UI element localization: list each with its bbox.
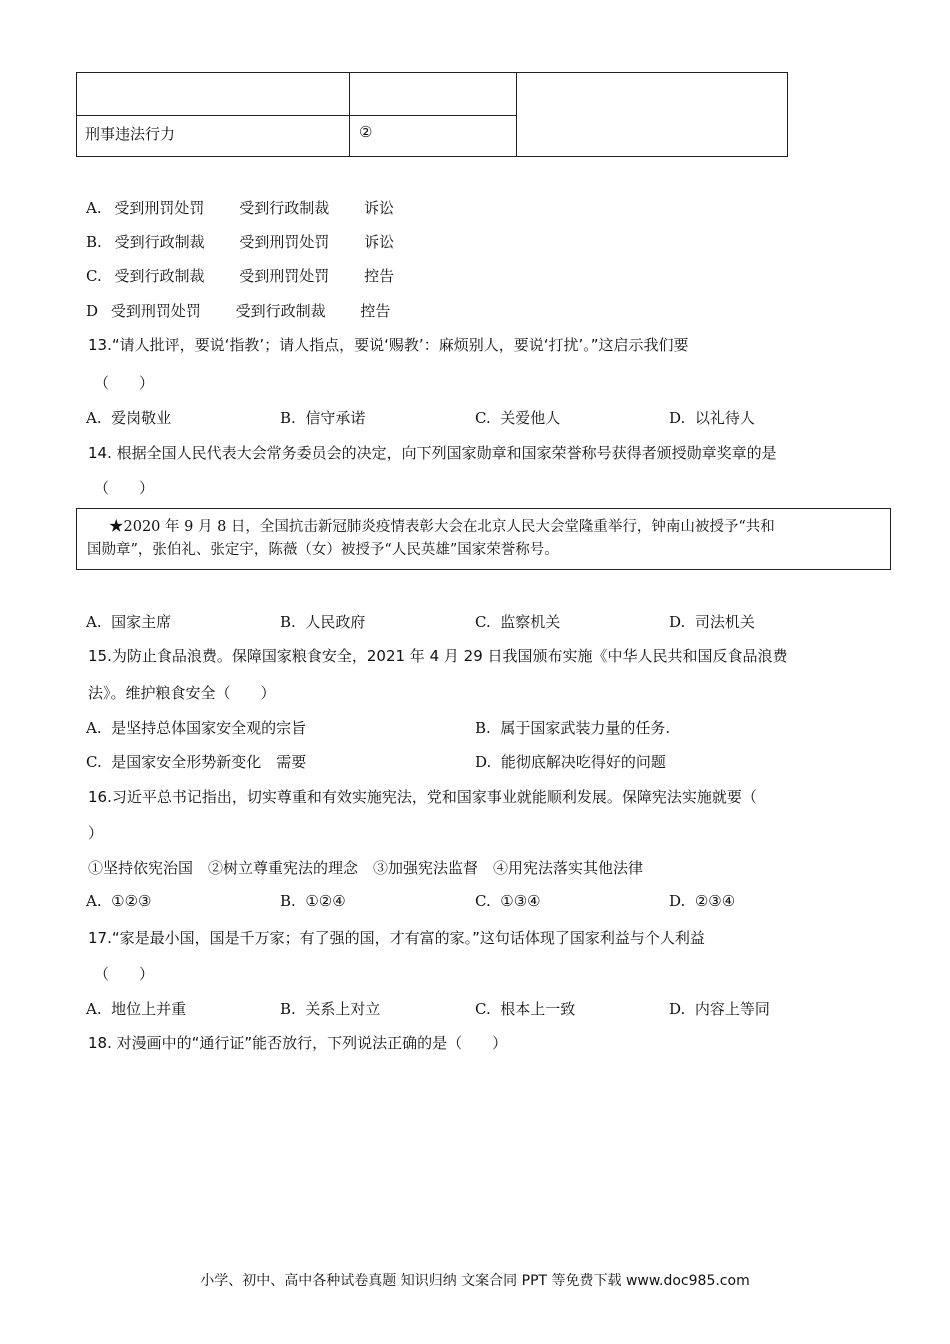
option-item: 受到刑罚处罚: [239, 267, 330, 285]
question-text: 为防止食品浪费。保障国家粮食安全，2021 年 4 月 29 日我国颁布实施《中华人民共和国反食品浪费: [111, 647, 788, 665]
option-text: 信守承诺: [305, 409, 366, 427]
material-box: [76, 508, 891, 570]
option-item: 受到行政制裁: [114, 233, 205, 251]
answer-table: [76, 72, 788, 157]
option-text: 是坚持总体国家安全观的宗旨: [111, 719, 307, 737]
option-label: A.: [86, 409, 102, 427]
q12-option-b[interactable]: [86, 231, 394, 252]
question-15: [88, 645, 788, 666]
option-text: 关系上对立: [305, 1000, 381, 1018]
q15-option-d[interactable]: [475, 751, 666, 772]
question-text: “家是最小国，国是千万家；有了强的国，才有富的家。”这句话体现了国家利益与个人利益: [111, 929, 705, 947]
option-item: 诉讼: [364, 233, 395, 251]
option-label: C.: [86, 753, 102, 771]
question-number: 14.: [88, 444, 112, 462]
material-line: ★2020 年 9 月 8 日，全国抗击新冠肺炎疫情表彰大会在北京人民大会堂隆重举行，钟南山被授予“共和: [109, 519, 775, 535]
q17-option-b[interactable]: [280, 998, 380, 1019]
option-text: 司法机关: [694, 613, 755, 631]
q13-option-c[interactable]: [475, 407, 560, 428]
q15-option-a[interactable]: [86, 717, 306, 738]
q16-option-b[interactable]: [280, 892, 346, 910]
question-14: [88, 442, 777, 463]
option-label: A.: [86, 613, 102, 631]
option-text: 爱岗敬业: [111, 409, 172, 427]
option-label: A.: [86, 719, 102, 737]
option-item: 受到行政制裁: [235, 302, 326, 320]
question-text: 根据全国人民代表大会常务委员会的决定，向下列国家勋章和国家荣誉称号获得者颁授勋章奖章的是: [116, 444, 777, 462]
q14-option-c[interactable]: [475, 611, 560, 632]
option-label: D.: [475, 753, 492, 771]
option-item: 受到刑罚处罚: [114, 199, 205, 217]
option-label: D.: [669, 409, 686, 427]
question-number: 16.: [88, 788, 112, 806]
option-item: 控告: [364, 267, 395, 285]
q14-option-a[interactable]: [86, 611, 171, 632]
option-label: D.: [669, 1000, 686, 1018]
q15-option-c[interactable]: [86, 751, 306, 772]
option-label: B.: [86, 233, 102, 251]
answer-paren: （ ）: [94, 965, 155, 983]
table-divider: [77, 115, 516, 116]
option-label: C.: [475, 409, 491, 427]
question-number: 18.: [88, 1034, 112, 1052]
table-cell: 刑事违法行力: [85, 125, 176, 143]
option-item: 诉讼: [363, 199, 394, 217]
q17-option-d[interactable]: [669, 998, 770, 1019]
question-13: [88, 334, 689, 355]
option-text: ①②③: [111, 892, 152, 910]
option-text: 人民政府: [305, 613, 366, 631]
option-text: 是国家安全形势新变化 需要: [111, 753, 307, 771]
option-text: 内容上等同: [694, 1000, 770, 1018]
option-text: 监察机关: [500, 613, 561, 631]
question-17: [88, 927, 705, 948]
option-text: ②③④: [694, 892, 736, 910]
option-label: C.: [86, 267, 102, 285]
q16-option-d[interactable]: [669, 892, 735, 910]
question-number: 15.: [88, 647, 112, 665]
option-label: A.: [86, 1000, 102, 1018]
page-footer: 小学、初中、高中各种试卷真题 知识归纳 文案合同 PPT 等免费下载 www.doc985.com: [200, 1273, 750, 1289]
q15-option-b[interactable]: [475, 717, 670, 738]
question-18: [88, 1032, 507, 1053]
question-text: 习近平总书记指出，切实尊重和有效实施宪法，党和国家事业就能顺利发展。保障宪法实施就要（: [111, 788, 757, 806]
question-text: 法》。维护粮食安全（ ）: [88, 684, 276, 702]
q13-option-a[interactable]: [86, 407, 171, 428]
question-text: 对漫画中的“通行证”能否放行，下列说法正确的是（ ）: [116, 1034, 508, 1052]
q13-option-b[interactable]: [280, 407, 365, 428]
option-text: 以礼待人: [694, 409, 755, 427]
option-text: ①③④: [500, 892, 541, 910]
q17-option-c[interactable]: [475, 998, 575, 1019]
option-text: 国家主席: [111, 613, 172, 631]
option-label: B.: [280, 409, 296, 427]
option-text: 根本上一致: [500, 1000, 576, 1018]
option-item: 受到行政制裁: [114, 267, 205, 285]
question-text: ）: [88, 824, 104, 842]
answer-paren: （ ）: [94, 374, 155, 392]
option-item: 受到行政制裁: [239, 199, 330, 217]
question-16: [88, 786, 757, 807]
q12-option-d[interactable]: [86, 300, 390, 321]
q17-option-a[interactable]: [86, 998, 186, 1019]
q13-option-d[interactable]: [669, 407, 755, 428]
q12-option-c[interactable]: [86, 265, 394, 286]
option-text: 地位上并重: [111, 1000, 187, 1018]
option-label: B.: [280, 892, 296, 910]
q16-option-c[interactable]: [475, 892, 541, 910]
table-divider: [516, 73, 517, 156]
option-item: 控告: [360, 302, 391, 320]
option-label: C.: [475, 613, 491, 631]
option-text: 能彻底解决吃得好的问题: [500, 753, 666, 771]
option-label: D.: [669, 613, 686, 631]
option-label: B.: [475, 719, 491, 737]
q14-option-d[interactable]: [669, 611, 755, 632]
option-label: B.: [280, 1000, 296, 1018]
material-line: 国勋章”，张伯礼、张定宇，陈薇（女）被授予“人民英雄”国家荣誉称号。: [87, 542, 559, 558]
option-label: C.: [475, 1000, 491, 1018]
option-text: 属于国家武装力量的任务.: [500, 719, 671, 737]
question-number: 17.: [88, 929, 112, 947]
option-label: B.: [280, 613, 296, 631]
option-text: ①②④: [305, 892, 346, 910]
option-item: 受到刑罚处罚: [239, 233, 330, 251]
answer-paren: （ ）: [94, 479, 155, 497]
question-text: “请人批评，要说‘指教’；请人指点，要说‘赐教’：麻烦别人，要说‘打扰’。”这启示我们要: [111, 336, 689, 354]
option-label: D.: [669, 892, 686, 910]
option-item: 受到刑罚处罚: [110, 302, 201, 320]
q16-option-a[interactable]: [86, 892, 152, 910]
option-label: D: [86, 302, 99, 320]
option-text: 关爱他人: [500, 409, 561, 427]
q14-option-b[interactable]: [280, 611, 365, 632]
option-label: A.: [86, 892, 102, 910]
option-label: A.: [86, 199, 102, 217]
statements: ①坚持依宪治国 ②树立尊重宪法的理念 ③加强宪法监督 ④用宪法落实其他法律: [88, 859, 644, 877]
question-number: 13.: [88, 336, 112, 354]
table-cell: ②: [359, 123, 373, 141]
option-label: C.: [475, 892, 491, 910]
q12-option-a[interactable]: [86, 197, 394, 218]
